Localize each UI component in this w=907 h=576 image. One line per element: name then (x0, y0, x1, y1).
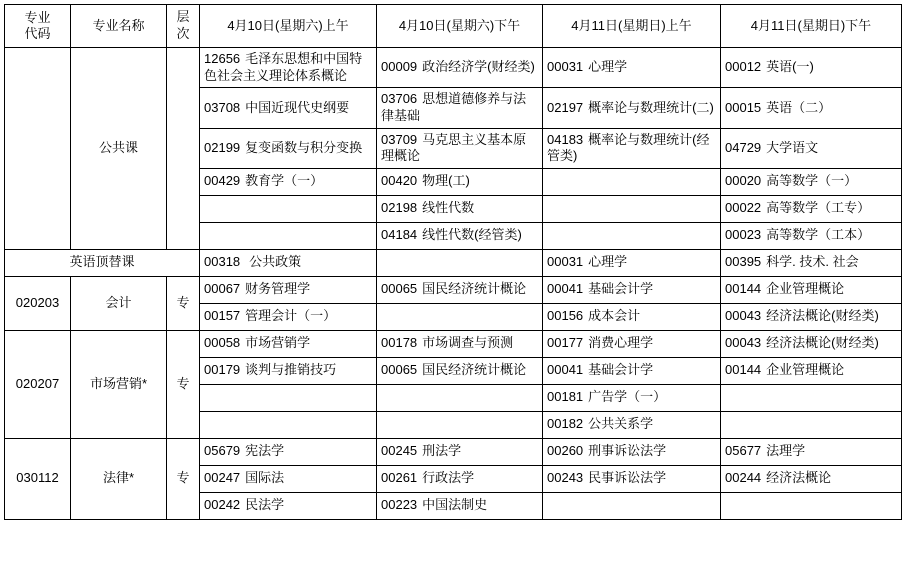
course-cell-sun-morning (543, 465, 721, 492)
course-cell-empty (543, 222, 721, 249)
course-cell-sat-morning (200, 438, 377, 465)
course-cell-sat-morning (200, 357, 377, 384)
course-cell-sun-afternoon (721, 88, 902, 128)
course-title: 经济法概论 (766, 470, 832, 486)
course-title: 刑法学 (422, 443, 462, 459)
course-cell-sat-afternoon (377, 276, 543, 303)
course-cell-sat-morning (200, 465, 377, 492)
course-title: 国民经济统计概论 (422, 281, 527, 297)
course-code: 00261 (381, 470, 418, 486)
course-code: 00242 (204, 497, 241, 513)
course-cell-sat-afternoon (377, 48, 543, 88)
course-title: 大学语文 (766, 139, 819, 155)
course-cell-empty (543, 195, 721, 222)
header-sun-afternoon: 4月11日(星期日)下午 (721, 5, 902, 48)
major-level-cell: 专 (167, 330, 200, 438)
course-title: 心理学 (588, 59, 628, 75)
course-code: 00144 (725, 281, 762, 297)
course-code: 00020 (725, 173, 762, 189)
table-row (5, 438, 902, 465)
exam-schedule-table (4, 4, 902, 520)
course-cell-sat-morning (200, 128, 377, 168)
course-title: 高等数学（一） (766, 173, 858, 189)
major-level-cell (167, 48, 200, 250)
course-code: 00043 (725, 335, 762, 351)
course-code: 00144 (725, 362, 762, 378)
course-title: 中国法制史 (422, 497, 488, 513)
course-cell-empty (200, 195, 377, 222)
major-code-cell: 030112 (5, 438, 71, 519)
course-code: 00181 (547, 389, 584, 405)
header-sun-morning: 4月11日(星期日)上午 (543, 5, 721, 48)
course-code: 00179 (204, 362, 241, 378)
table-row (5, 48, 902, 88)
course-title: 消费心理学 (588, 335, 654, 351)
course-cell-empty (721, 492, 902, 519)
course-title: 刑事诉讼法学 (588, 443, 667, 459)
course-cell-sat-morning (200, 303, 377, 330)
course-cell-sat-morning (200, 249, 377, 276)
course-code: 00043 (725, 308, 762, 324)
course-title: 管理会计（一） (245, 308, 337, 324)
course-title: 公共政策 (249, 254, 302, 270)
course-cell-empty (377, 249, 543, 276)
course-code: 00156 (547, 308, 584, 324)
course-title: 公共关系学 (588, 416, 654, 432)
course-code: 00065 (381, 362, 418, 378)
course-cell-sat-afternoon (377, 438, 543, 465)
course-title: 马克思主义基本原理概论 (381, 131, 527, 164)
course-title: 中国近现代史纲要 (245, 99, 350, 115)
course-title: 宪法学 (245, 443, 285, 459)
course-title: 市场调查与预测 (422, 335, 514, 351)
course-title: 复变函数与积分变换 (245, 139, 363, 155)
course-cell-sun-afternoon (721, 357, 902, 384)
course-title: 高等数学（工本） (766, 227, 871, 243)
course-title: 企业管理概论 (766, 281, 845, 297)
course-code: 04729 (725, 139, 762, 155)
course-cell-empty (200, 222, 377, 249)
course-cell-sun-morning (543, 128, 721, 168)
major-code-cell: 020207 (5, 330, 71, 438)
course-code: 00031 (547, 59, 584, 75)
course-title: 民事诉讼法学 (588, 470, 667, 486)
course-code: 00012 (725, 59, 762, 75)
course-cell-sat-afternoon (377, 465, 543, 492)
course-cell-sat-afternoon (377, 168, 543, 195)
course-cell-empty (377, 384, 543, 411)
header-level: 层次 (167, 5, 200, 48)
course-cell-sat-afternoon (377, 222, 543, 249)
course-title: 市场营销学 (245, 335, 311, 351)
course-code: 00395 (725, 254, 762, 270)
course-cell-sat-afternoon (377, 492, 543, 519)
course-code: 00067 (204, 281, 241, 297)
course-cell-sun-morning (543, 276, 721, 303)
course-code: 02198 (381, 200, 418, 216)
major-name-cell: 公共课 (71, 48, 167, 250)
header-row (5, 5, 902, 48)
table-row (5, 249, 902, 276)
major-level-cell: 专 (167, 438, 200, 519)
course-code: 03706 (381, 91, 418, 107)
course-title: 心理学 (588, 254, 628, 270)
table-header (5, 5, 902, 48)
course-code: 00243 (547, 470, 584, 486)
course-code: 00318 (204, 254, 241, 270)
course-title: 民法学 (245, 497, 285, 513)
course-code: 02199 (204, 139, 241, 155)
course-code: 00177 (547, 335, 584, 351)
course-cell-empty (377, 303, 543, 330)
course-cell-sun-morning (543, 48, 721, 88)
header-sat-morning: 4月10日(星期六)上午 (200, 5, 377, 48)
course-cell-sun-afternoon (721, 303, 902, 330)
major-code-cell: 020203 (5, 276, 71, 330)
course-code: 00247 (204, 470, 241, 486)
course-cell-sun-afternoon (721, 222, 902, 249)
course-code: 00429 (204, 173, 241, 189)
course-cell-empty (721, 384, 902, 411)
course-cell-sun-afternoon (721, 249, 902, 276)
course-cell-sun-morning (543, 411, 721, 438)
course-cell-sun-morning (543, 357, 721, 384)
course-title: 经济法概论(财经类) (766, 335, 879, 351)
course-code: 00041 (547, 362, 584, 378)
course-cell-sat-morning (200, 492, 377, 519)
table-row (5, 330, 902, 357)
header-major-code (5, 5, 71, 48)
major-name-cell: 法律* (71, 438, 167, 519)
course-code: 05679 (204, 443, 241, 459)
course-cell-sun-afternoon (721, 195, 902, 222)
table-row (5, 276, 902, 303)
course-title: 英语(一) (766, 59, 814, 75)
course-cell-empty (543, 168, 721, 195)
course-code: 05677 (725, 443, 762, 459)
course-code: 02197 (547, 99, 584, 115)
course-cell-empty (377, 411, 543, 438)
course-cell-sun-afternoon (721, 438, 902, 465)
course-title: 广告学（一） (588, 389, 667, 405)
course-code: 04184 (381, 227, 418, 243)
course-code: 12656 (204, 51, 241, 66)
course-code: 00420 (381, 173, 418, 189)
course-cell-sat-morning (200, 48, 377, 88)
major-name-cell: 市场营销* (71, 330, 167, 438)
course-cell-sun-afternoon (721, 48, 902, 88)
header-sat-afternoon: 4月10日(星期六)下午 (377, 5, 543, 48)
table-body (5, 48, 902, 520)
course-cell-empty (200, 411, 377, 438)
course-code: 00022 (725, 200, 762, 216)
course-cell-sun-morning (543, 303, 721, 330)
course-cell-sat-afternoon (377, 330, 543, 357)
course-code: 04183 (547, 131, 584, 147)
course-cell-sat-morning (200, 88, 377, 128)
course-title: 国际法 (245, 470, 285, 486)
course-title: 经济法概论(财经类) (766, 308, 879, 324)
course-code: 03708 (204, 99, 241, 115)
course-code: 00015 (725, 99, 762, 115)
course-title: 思想道德修养与法律基础 (381, 91, 527, 123)
course-code: 00157 (204, 308, 241, 324)
course-code: 00065 (381, 281, 418, 297)
course-code: 00245 (381, 443, 418, 459)
course-cell-sat-afternoon (377, 357, 543, 384)
course-code: 00178 (381, 335, 418, 351)
course-code: 00058 (204, 335, 241, 351)
course-title: 国民经济统计概论 (422, 362, 527, 378)
course-cell-sat-morning (200, 276, 377, 303)
course-cell-sun-morning (543, 438, 721, 465)
course-cell-sun-afternoon (721, 128, 902, 168)
course-title: 财务管理学 (245, 281, 311, 297)
course-title: 教育学（一） (245, 173, 324, 189)
course-cell-sun-afternoon (721, 276, 902, 303)
header-major-name: 专业名称 (71, 5, 167, 48)
course-cell-sun-morning (543, 88, 721, 128)
course-cell-sun-afternoon (721, 168, 902, 195)
course-title: 法理学 (766, 443, 806, 459)
course-title: 成本会计 (588, 308, 641, 324)
course-code: 03709 (381, 131, 418, 147)
course-cell-sun-morning (543, 330, 721, 357)
course-code: 00009 (381, 59, 418, 75)
course-cell-sun-morning (543, 249, 721, 276)
major-level-cell: 专 (167, 276, 200, 330)
course-code: 00260 (547, 443, 584, 459)
major-name-cell: 会计 (71, 276, 167, 330)
major-code-cell (5, 48, 71, 250)
course-cell-sat-afternoon (377, 88, 543, 128)
course-code: 00023 (725, 227, 762, 243)
course-cell-sat-morning (200, 330, 377, 357)
course-cell-empty (721, 411, 902, 438)
course-cell-sat-afternoon (377, 128, 543, 168)
course-title: 谈判与推销技巧 (245, 362, 337, 378)
course-title: 政治经济学(财经类) (422, 59, 535, 75)
course-cell-sat-morning (200, 168, 377, 195)
course-cell-sun-afternoon (721, 465, 902, 492)
course-code: 00244 (725, 470, 762, 486)
course-title: 基础会计学 (588, 362, 654, 378)
course-cell-sun-afternoon (721, 330, 902, 357)
course-title: 线性代数(经管类) (422, 227, 522, 243)
course-title: 概率论与数理统计(二) (588, 99, 714, 115)
course-cell-empty (200, 384, 377, 411)
header-major-code-line2: 代码 (24, 26, 51, 41)
course-cell-empty (543, 492, 721, 519)
course-code: 00041 (547, 281, 584, 297)
course-title: 物理(工) (422, 173, 470, 189)
major-name-cell: 英语顶替课 (5, 249, 200, 276)
course-title: 概率论与数理统计(经管类) (547, 131, 710, 164)
course-code: 00223 (381, 497, 418, 513)
course-code: 00031 (547, 254, 584, 270)
header-major-code-line1: 专业 (24, 10, 51, 26)
course-title: 毛泽东思想和中国特色社会主义理论体系概论 (204, 51, 363, 83)
course-cell-sat-afternoon (377, 195, 543, 222)
course-title: 基础会计学 (588, 281, 654, 297)
course-title: 企业管理概论 (766, 362, 845, 378)
course-title: 英语（二） (766, 99, 832, 115)
course-title: 线性代数 (422, 200, 475, 216)
course-code: 00182 (547, 416, 584, 432)
course-cell-sun-morning (543, 384, 721, 411)
course-title: 科学. 技术. 社会 (766, 254, 859, 270)
course-title: 行政法学 (422, 470, 475, 486)
course-title: 高等数学（工专） (766, 200, 871, 216)
